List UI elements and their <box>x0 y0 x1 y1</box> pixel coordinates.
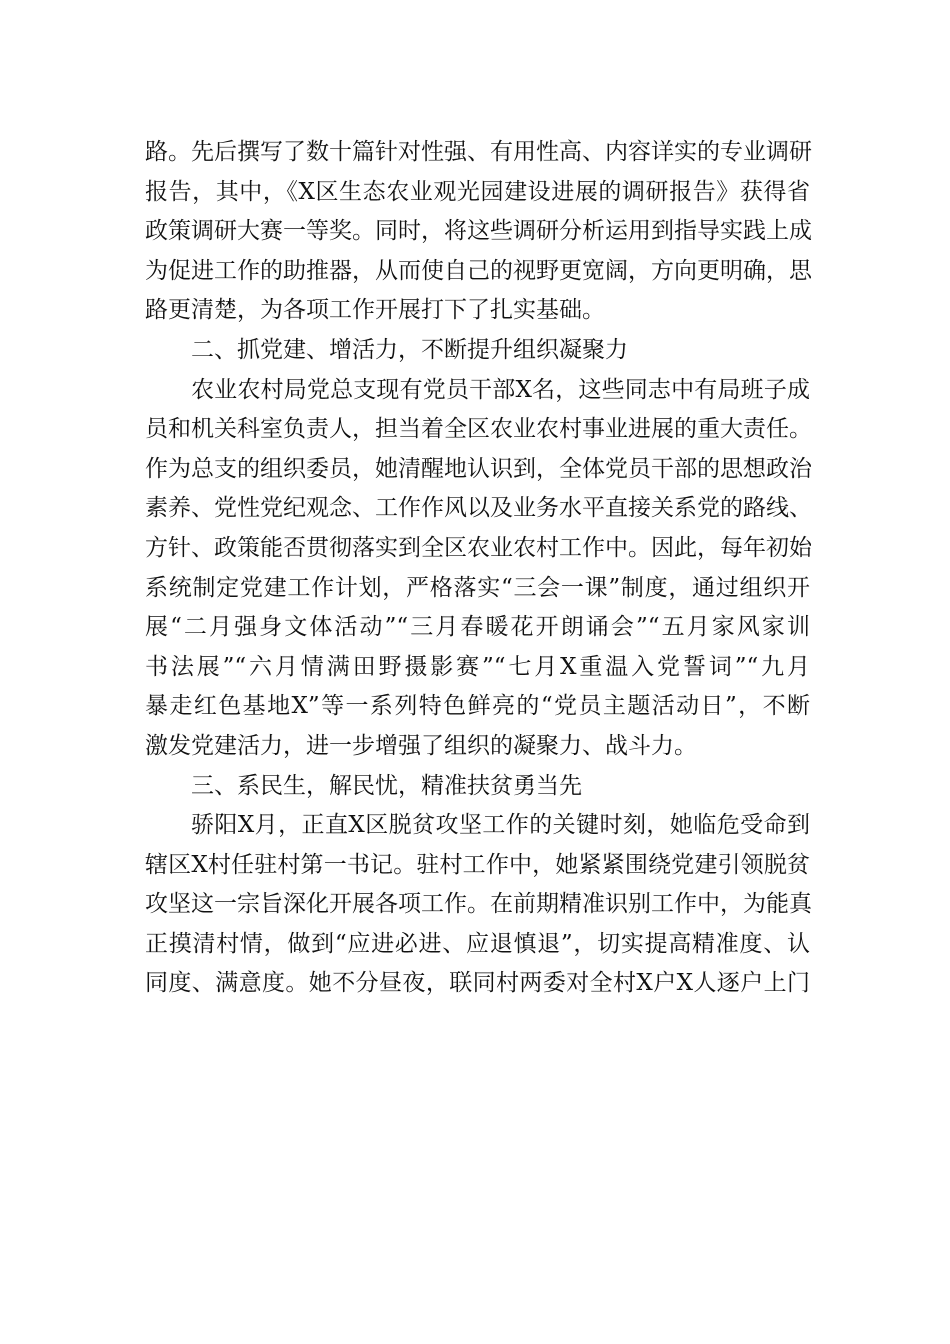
text-line: 骄阳X月，正直X区脱贫攻坚工作的关键时刻，她临危受命到 <box>191 812 810 839</box>
text-line: 辖区X村任驻村第一书记。驻村工作中，她紧紧围绕党建引领脱贫 <box>145 851 810 878</box>
text-line: 三、系民生，解民忧，精准扶贫勇当先 <box>191 772 582 799</box>
text-line: 二、抓党建、增活力，不断提升组织凝聚力 <box>191 336 628 363</box>
text-line: 正摸清村情，做到“应进必进、应退慎退”，切实提高精准度、认 <box>145 930 810 957</box>
text-line: 攻坚这一宗旨深化开展各项工作。在前期精准识别工作中，为能真 <box>145 891 812 918</box>
text-line: 报告，其中，《X区生态农业观光园建设进展的调研报告》获得省 <box>145 178 810 205</box>
text-line: 员和机关科室负责人，担当着全区农业农村事业进展的重大责任。 <box>145 416 812 443</box>
text-line: 为促进工作的助推器，从而使自己的视野更宽阔，方向更明确，思 <box>145 257 812 284</box>
text-line: 路更清楚，为各项工作开展打下了扎实基础。 <box>145 297 605 324</box>
text-line: 书法展”“六月情满田野摄影赛”“七月X重温入党誓词”“九月 <box>145 653 810 680</box>
text-line: 路。先后撰写了数十篇针对性强、有用性高、内容详实的专业调研 <box>145 139 812 165</box>
text-line: 暴走红色基地X”等一系列特色鲜亮的“党员主题活动日”，不断 <box>145 693 810 720</box>
text-line: 激发党建活力，进一步增强了组织的凝聚力、战斗力。 <box>145 732 697 759</box>
text-line: 素养、党性党纪观念、工作作风以及业务水平直接关系党的路线、 <box>145 495 812 522</box>
text-line: 方针、政策能否贯彻落实到全区农业农村工作中。因此，每年初始 <box>145 534 812 561</box>
text-line: 政策调研大赛一等奖。同时，将这些调研分析运用到指导实践上成 <box>145 218 812 245</box>
text-line: 系统制定党建工作计划，严格落实“三会一课”制度，通过组织开 <box>145 574 810 601</box>
text-line: 农业农村局党总支现有党员干部X名，这些同志中有局班子成 <box>191 376 810 403</box>
text-line: 同度、满意度。她不分昼夜，联同村两委对全村X户X人逐户上门 <box>145 970 810 997</box>
text-line: 作为总支的组织委员，她清醒地认识到，全体党员干部的思想政治 <box>145 455 812 482</box>
document-body <box>145 133 810 1004</box>
text-line: 展“二月强身文体活动”“三月春暖花开朗诵会”“五月家风家训 <box>145 614 810 641</box>
